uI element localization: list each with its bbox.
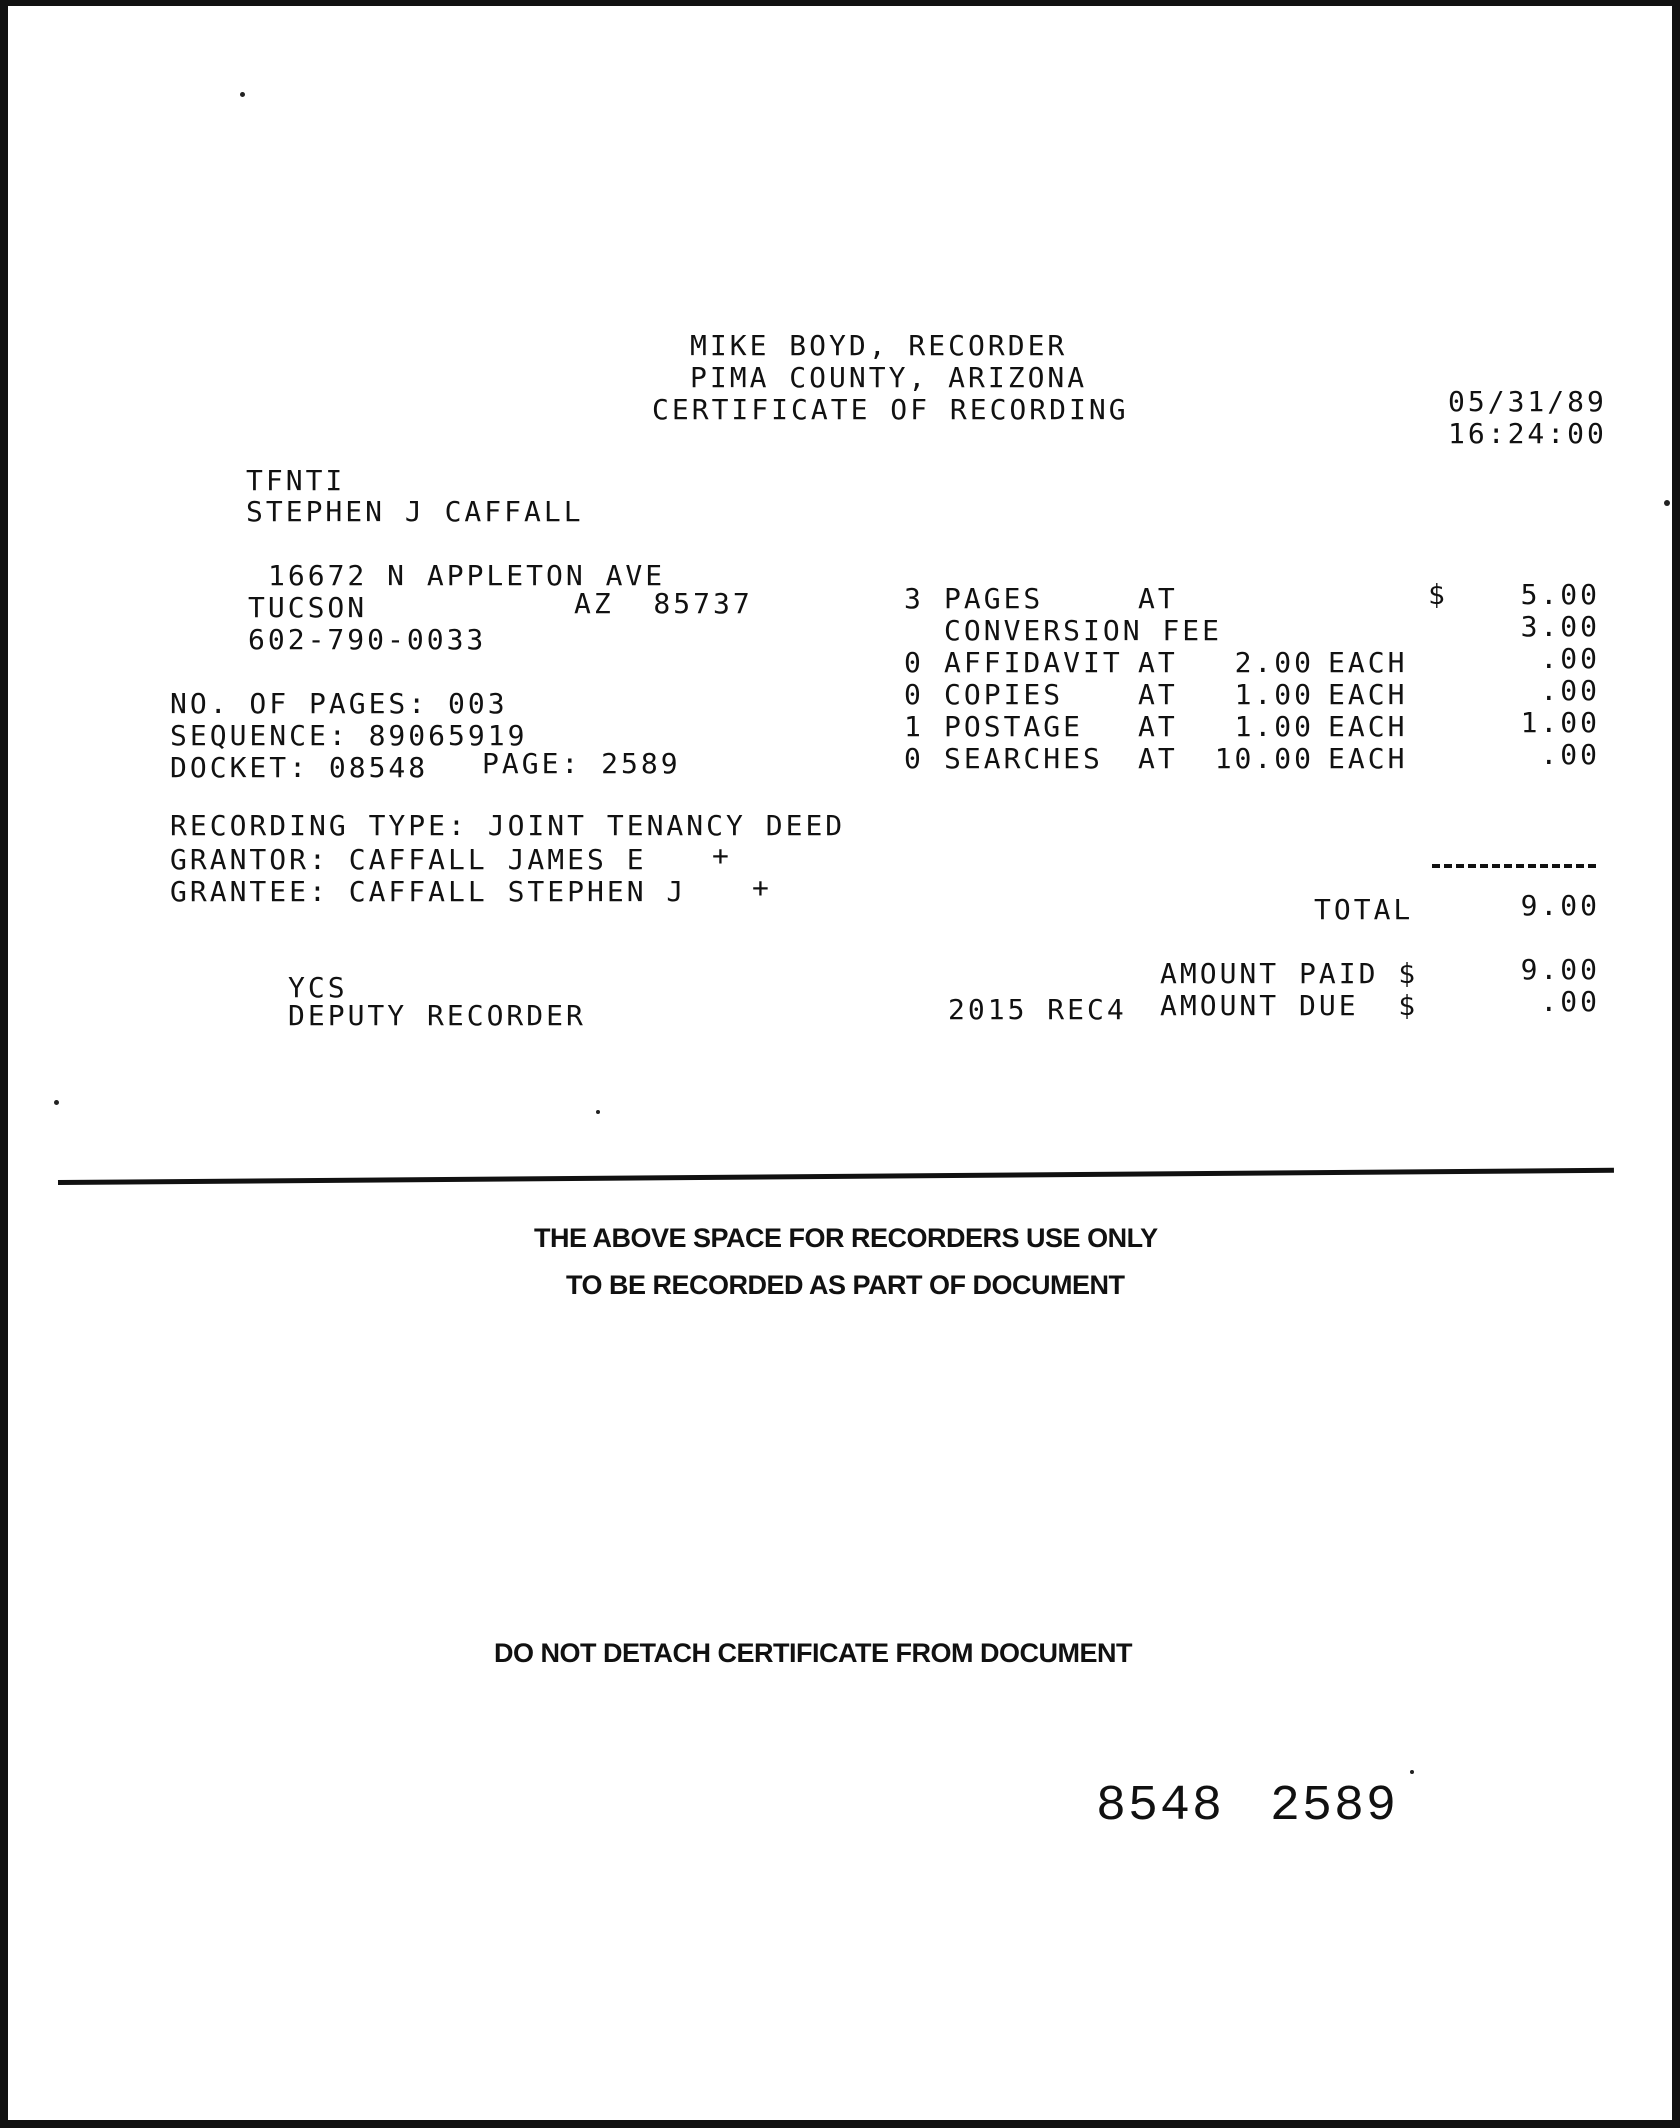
fee-amount: 3.00	[1520, 610, 1600, 643]
grantee: GRANTEE: CAFFALL STEPHEN J	[170, 875, 687, 908]
county-name: PIMA COUNTY, ARIZONA	[690, 361, 1088, 394]
recorded-part-notice: TO BE RECORDED AS PART OF DOCUMENT	[566, 1270, 1125, 1300]
recording-type: RECORDING TYPE: JOINT TENANCY DEED	[170, 809, 846, 842]
fee-item: AFFIDAVIT	[944, 646, 1123, 679]
amount-due-label: AMOUNT DUE $	[1160, 989, 1419, 1022]
recorder-name: MIKE BOYD, RECORDER	[690, 329, 1068, 362]
fee-each: EACH	[1328, 646, 1408, 679]
fee-item: POSTAGE	[944, 710, 1084, 743]
scan-speckle	[1410, 1770, 1414, 1774]
party-city: TUCSON	[248, 591, 368, 624]
page-count: NO. OF PAGES: 003	[170, 687, 508, 720]
fee-rate: 2.00	[1234, 646, 1314, 679]
party-name: STEPHEN J CAFFALL	[246, 495, 584, 528]
party-street: 16672 N APPLETON AVE	[268, 559, 666, 592]
party-state-zip: AZ 85737	[574, 587, 753, 620]
recorder-use-notice: THE ABOVE SPACE FOR RECORDERS USE ONLY	[534, 1223, 1158, 1253]
fee-at: AT	[1138, 742, 1178, 775]
fee-amount: 1.00	[1520, 706, 1600, 739]
grantee-marker: +	[752, 871, 772, 904]
page-number: PAGE: 2589	[482, 747, 681, 780]
footer-page: 2589	[1270, 1778, 1399, 1835]
fee-amount: .00	[1540, 642, 1600, 675]
total-label: TOTAL	[1314, 893, 1414, 926]
do-not-detach-notice: DO NOT DETACH CERTIFICATE FROM DOCUMENT	[494, 1638, 1132, 1668]
fee-amount: 5.00	[1520, 578, 1600, 611]
record-date: 05/31/89	[1448, 385, 1607, 418]
scan-speckle	[1664, 500, 1670, 506]
grantor: GRANTOR: CAFFALL JAMES E	[170, 843, 647, 876]
fee-rate: 1.00	[1234, 678, 1314, 711]
fee-dollar: $	[1428, 578, 1448, 611]
footer-docket: 8548	[1096, 1778, 1225, 1835]
grantor-marker: +	[712, 839, 732, 872]
fee-amount: .00	[1540, 738, 1600, 771]
amount-due: .00	[1540, 985, 1600, 1018]
scan-speckle	[596, 1110, 600, 1114]
fee-amount: .00	[1540, 674, 1600, 707]
fee-qty: 0	[904, 742, 924, 775]
party-code: TFNTI	[246, 464, 346, 497]
fee-qty: 1	[904, 710, 924, 743]
fee-qty: 3	[904, 582, 924, 615]
certificate-title: CERTIFICATE OF RECORDING	[652, 393, 1129, 426]
deputy-initials: YCS	[288, 971, 348, 1004]
total-amount: 9.00	[1520, 889, 1600, 922]
fee-each: EACH	[1328, 678, 1408, 711]
amount-paid: 9.00	[1520, 953, 1600, 986]
receipt-number: 2015 REC4	[948, 993, 1127, 1026]
fee-rate: 1.00	[1234, 710, 1314, 743]
fee-each: EACH	[1328, 742, 1408, 775]
fee-at: AT	[1138, 710, 1178, 743]
fee-at: AT	[1138, 646, 1178, 679]
deputy-title: DEPUTY RECORDER	[288, 999, 586, 1032]
fee-item: SEARCHES	[944, 742, 1103, 775]
sequence-number: SEQUENCE: 89065919	[170, 719, 528, 752]
fee-qty: 0	[904, 678, 924, 711]
record-time: 16:24:00	[1448, 417, 1607, 450]
fee-item: PAGES	[944, 582, 1044, 615]
fee-at: AT	[1138, 582, 1178, 615]
fee-item: COPIES	[944, 678, 1064, 711]
scan-speckle	[54, 1100, 59, 1105]
party-phone: 602-790-0033	[248, 623, 487, 656]
fee-at: AT	[1138, 678, 1178, 711]
fee-item: CONVERSION FEE	[944, 614, 1223, 647]
scan-speckle	[240, 92, 245, 97]
fee-rate: 10.00	[1214, 742, 1314, 775]
total-divider	[1432, 864, 1596, 868]
fee-qty: 0	[904, 646, 924, 679]
docket-number: DOCKET: 08548	[170, 751, 429, 784]
amount-paid-label: AMOUNT PAID $	[1160, 957, 1419, 990]
fee-each: EACH	[1328, 710, 1408, 743]
